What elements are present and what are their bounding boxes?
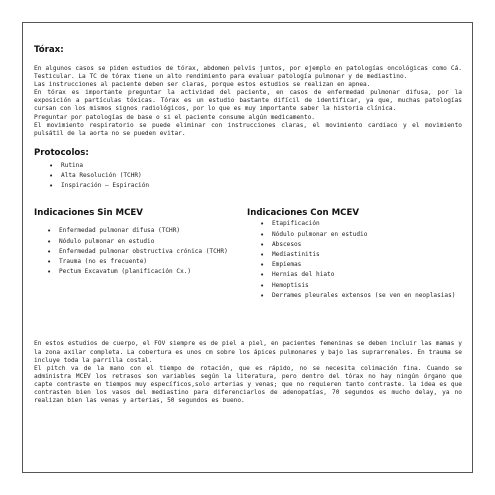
sin-mcev-item: • Trauma (no es frecuente) (46, 257, 244, 267)
sin-mcev-column (34, 208, 244, 277)
torax-line-1: Las instrucciones al paciente deben ser claras, porque estos estudios se realizan en apnea. (34, 81, 371, 89)
con-mcev-item: • Mediastinitis (259, 250, 462, 260)
protocolos-list (48, 161, 462, 192)
torax-line-3: Preguntar por patologías de base o si el paciente consume algún medicamento. (34, 113, 315, 121)
protocol-item: • Inspiración – Espiración (48, 181, 462, 191)
con-mcev-list (259, 219, 462, 301)
protocol-item: • Rutina (48, 161, 462, 171)
bottom-paragraph-1: En estos estudios de cuerpo, el FOV siempre es de piel a piel, en pacientes femeninas se deben incluir las mamas y la zona axilar completa. La cobertura es unos cm sobre los ápices pulmonares y bajo las suprarrenales. En trauma se incluye toda la parrilla costal. (34, 340, 462, 364)
con-mcev-item: • Empiemas (259, 260, 462, 270)
protocol-item: • Alta Resolución (TCHR) (48, 171, 462, 181)
bottom-section (34, 340, 462, 405)
sin-mcev-item: • Enfermedad pulmonar obstructiva crónica (TCHR) (46, 247, 244, 257)
page-frame (22, 22, 473, 473)
con-mcev-column (247, 208, 462, 301)
con-mcev-item: • Etapificación (259, 219, 462, 229)
protocolos-heading: Protocolos: (34, 147, 89, 158)
sin-mcev-heading: Indicaciones Sin MCEV (34, 208, 143, 219)
bottom-paragraph-2: El pitch va de la mano con el tiempo de rotación, que es rápido, no se necesita colimación fina. Cuando se administra MCEV los retrasos son variables según la literatura, pero dentro del tórax no hay ningún órgano que capte contraste en tiempos muy específicos,solo arterias y venas; que no requieren tanto contraste. la idea es que contrasten bien los vasos del mediastino para diferenciarlos de adenopatías, 70 segundos es mucho delay, ya no realizan bien las venas y arterias, 50 segundos es bueno. (34, 364, 462, 405)
sin-mcev-item: • Pectum Excavatum (planificación Cx.) (46, 267, 244, 277)
torax-paragraph: En algunos casos se piden estudios de tórax, abdomen pelvis juntos, por ejemplo en patologías oncológicas como Cá. Testicular. La TC de tórax tiene un alto rendimiento para evaluar patología pulmonar y de mediastino. (34, 65, 462, 81)
indications-columns (34, 208, 462, 318)
con-mcev-item: • Abscesos (259, 240, 462, 250)
torax-line-2: En tórax es importante preguntar la actividad del paciente, en casos de enfermedad pulmonar difusa, por la exposición a partículas tóxicas. Tórax es un estudio bastante difícil de identificar, ya que, muchas patologías cursan con los mismos signos radiológicos, por lo que es muy importante saber la historia clínica. (34, 89, 462, 113)
sin-mcev-list (46, 226, 244, 277)
sin-mcev-item: • Enfermedad pulmonar difusa (TCHR) (46, 226, 244, 236)
con-mcev-heading: Indicaciones Con MCEV (247, 208, 360, 219)
con-mcev-item: • Hemoptisis (259, 281, 462, 291)
document-content (34, 45, 462, 405)
torax-heading: Tórax: (34, 45, 64, 55)
con-mcev-item: • Hernias del hiato (259, 270, 462, 280)
sin-mcev-item: • Nódulo pulmonar en estudio (46, 237, 244, 247)
con-mcev-item: • Nódulo pulmonar en estudio (259, 230, 462, 240)
con-mcev-item: • Derrames pleurales extensos (se ven en neoplasias) (259, 291, 462, 301)
torax-line-4: El movimiento respiratorio se puede eliminar con instrucciones claras, el movimiento cardiaco y el movimiento pulsátil de la aorta no se pueden evitar. (34, 121, 462, 137)
